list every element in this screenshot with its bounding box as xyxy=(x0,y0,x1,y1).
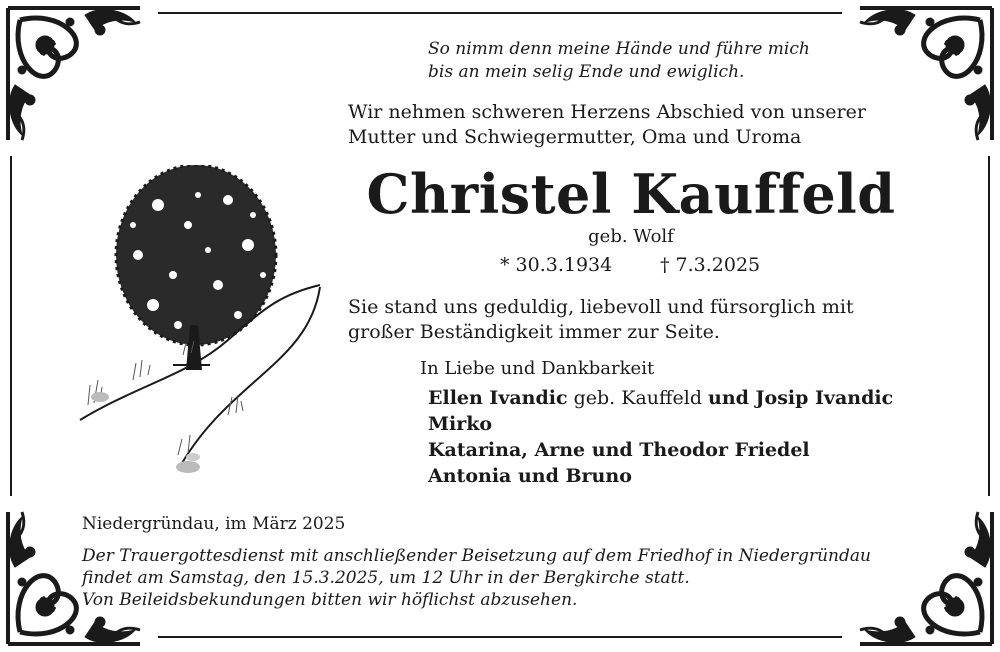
mourner-birth-name: geb. Kauffeld xyxy=(567,387,709,409)
mourners-row-4 xyxy=(428,463,632,489)
service-line-1: Der Trauergottesdienst mit anschließender Beisetzung auf dem Friedhof in Niedergründau xyxy=(82,546,871,566)
mourners-row-1 xyxy=(428,385,893,411)
birth-name: geb. Wolf xyxy=(588,226,674,247)
verse-line-1: So nimm denn meine Hände und führe mich xyxy=(428,39,810,59)
death-date: † 7.3.2025 xyxy=(660,254,761,276)
frame-left-line xyxy=(10,156,12,496)
service-line-3: Von Beileidsbekundungen bitten wir höflichst abzusehen. xyxy=(82,590,578,610)
intro-line-1: Wir nehmen schweren Herzens Abschied von unserer xyxy=(348,101,866,123)
mourner-name: Ellen Ivandic xyxy=(428,387,568,409)
birth-date: * 30.3.1934 xyxy=(500,254,613,276)
ornament-corner-icon xyxy=(0,0,150,150)
frame-top-line xyxy=(158,12,842,14)
tree-landscape-icon xyxy=(78,165,328,480)
mourner-name: Katarina, Arne und Theodor Friedel xyxy=(428,439,810,461)
mourner-name: Mirko xyxy=(428,413,493,435)
frame-right-line xyxy=(988,156,990,496)
ornament-corner-icon xyxy=(850,502,1000,652)
mourners-row-2 xyxy=(428,411,492,437)
mourners-row-3 xyxy=(428,437,810,463)
tribute-line-2: großer Beständigkeit immer zur Seite. xyxy=(348,321,720,343)
mourner-name: Antonia und Bruno xyxy=(428,465,632,487)
mourners-greeting: In Liebe und Dankbarkeit xyxy=(420,358,655,379)
mourner-partner: und Josip Ivandic xyxy=(708,387,894,409)
deceased-name: Christel Kauffeld xyxy=(366,162,896,226)
place-date: Niedergründau, im März 2025 xyxy=(82,514,346,534)
intro-line-2: Mutter und Schwiegermutter, Oma und Uroma xyxy=(348,126,802,148)
frame-bottom-line xyxy=(158,636,842,638)
tribute-line-1: Sie stand uns geduldig, liebevoll und fürsorglich mit xyxy=(348,296,854,318)
verse-line-2: bis an mein selig Ende und ewiglich. xyxy=(428,62,745,82)
ornament-corner-icon xyxy=(850,0,1000,150)
service-line-2: findet am Samstag, den 15.3.2025, um 12 Uhr in der Bergkirche statt. xyxy=(82,568,690,588)
